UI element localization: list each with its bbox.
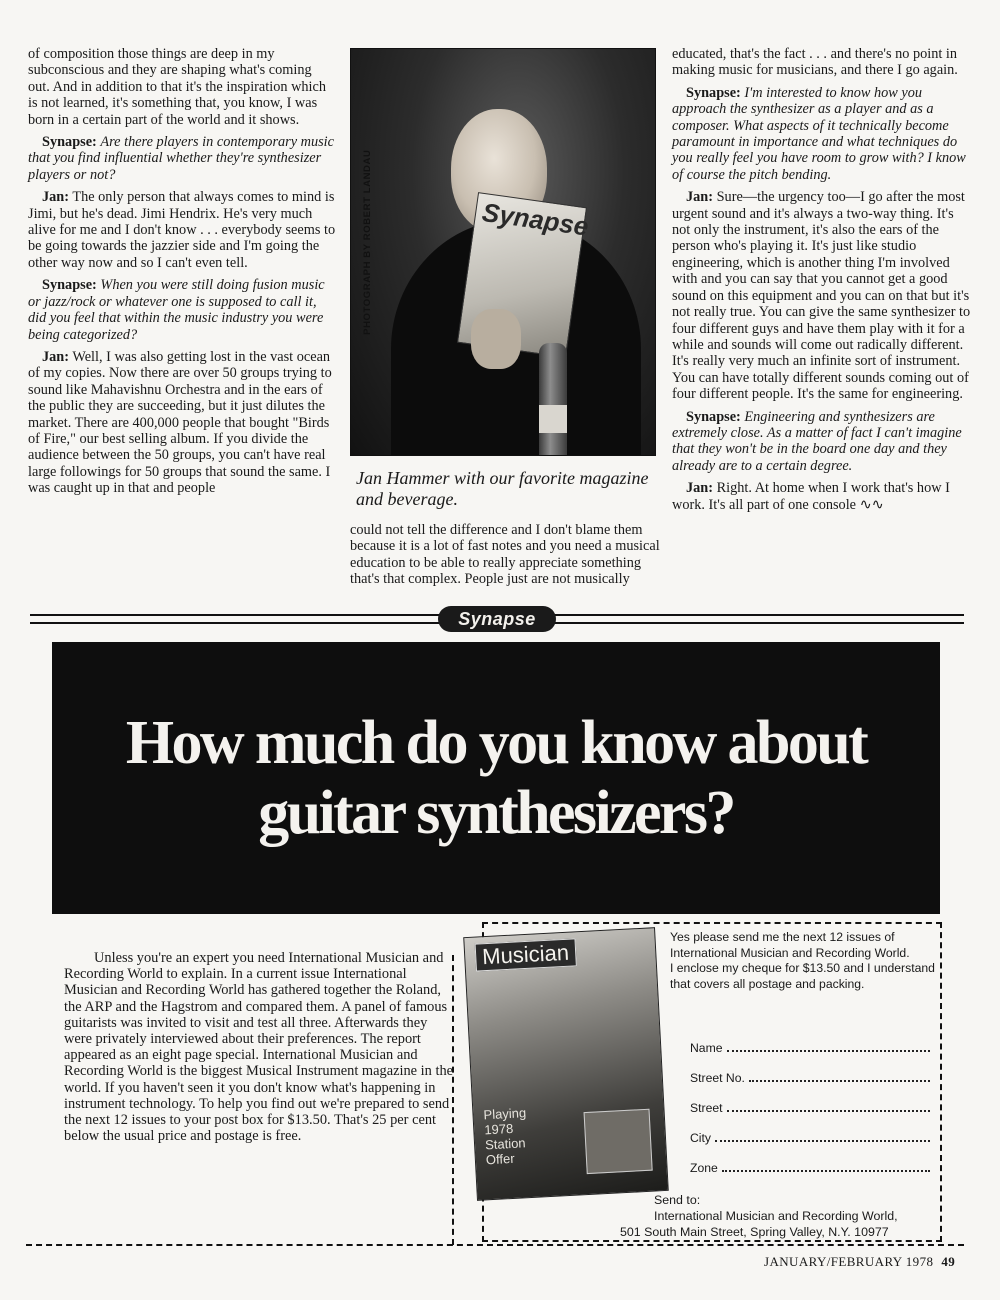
street-field-line[interactable] — [727, 1100, 930, 1112]
question-text: When you were still doing fusion music or jazz/rock or whatever one is supposed to call it, did you feel that within the music industry you were being categorized? — [28, 277, 325, 343]
article-column-2 — [350, 48, 660, 594]
speaker-label: Jan: — [42, 189, 70, 206]
interview-answer — [672, 189, 972, 402]
synapse-logo — [438, 606, 556, 632]
name-field[interactable] — [690, 1040, 930, 1055]
offer-line-2: I enclose my cheque for $13.50 and I understand that covers all postage and packing. — [670, 961, 935, 991]
street-no-field-label: Street No. — [690, 1071, 745, 1085]
logo-text: Synapse — [458, 608, 536, 629]
city-field-label: City — [690, 1131, 711, 1145]
send-to-address — [620, 1192, 950, 1240]
interview-question — [672, 409, 972, 475]
answer-text: The only person that always comes to mind is Jimi, but he's dead. Jimi Hendrix. He's very much alive for me and I don't know . . . everybody seems to be going towards the jazzier side and I'm going the other way now and so I can't even tell. — [28, 189, 336, 271]
answer-text: Sure—the urgency too—I go after the most urgent sound and it's always a two-way thing. It's not only the instrument, it's also the ears of the person who's playing it. It's just like studio engineering, which is another thing I'm involved with and you can say that you cannot get a good sound on this equipment and you can on that but it's not really true. You can give the same synthesizer to four different guys and have them play with it for a while and sounds will come out radically different. It's really very much an infinite sort of instrument. You can have totally different sounds coming out of four different people. It's the same for engineering. — [672, 189, 971, 403]
name-field-line[interactable] — [727, 1040, 930, 1052]
issue-date: JANUARY/FEBRUARY 1978 — [764, 1254, 934, 1269]
speaker-label: Synapse: — [686, 84, 741, 101]
zone-field[interactable] — [690, 1160, 930, 1175]
article-column-1 — [28, 46, 336, 503]
photo-hand — [471, 309, 521, 369]
speaker-label: Synapse: — [42, 134, 97, 151]
interview-answer — [28, 189, 336, 271]
page-footer — [764, 1254, 955, 1270]
magazine-cover-title: Musician — [475, 938, 577, 971]
street-field[interactable] — [690, 1100, 930, 1115]
end-mark-icon: ∿∿ — [856, 496, 884, 513]
interview-question — [672, 85, 972, 183]
ad-headline-line-2: guitar synthesizers? — [258, 779, 734, 847]
city-field[interactable] — [690, 1130, 930, 1145]
offer-line-1: Yes please send me the next 12 issues of International Musician and Recording World. — [670, 930, 910, 960]
paragraph: of composition those things are deep in my subconscious and they are shaping what's coming out. And in addition to that it's the inspiration which is not learned, it's something that, you know, I was born in a certain part of the world and it shows. — [28, 46, 327, 128]
ad-body-text: Unless you're an expert you need International Musician and Recording World to explain. In a current issue International Musician and Recording World has gathered together the Roland, the ARP and the Hagstrom and compared them. A panel of famous guitarists was invited to visit and test all three. Afterwards they were privately interviewed about their preferences. The report appeared as an eight page special. International Musician and Recording World is the biggest Musical Instrument magazine in the world. If you haven't seen it you don't know what's happening in instrument technology. To help you find out we're prepared to send the next 12 issues to your post box for $13.50. That's 25 per cent below the usual price and postage is free. — [64, 950, 454, 1145]
speaker-label: Synapse: — [42, 277, 97, 294]
paragraph: could not tell the difference and I don't blame them because it is a lot of fast notes and you need a musical education to be able to really appreciate something that's that complex. People just are not musically — [350, 522, 660, 588]
speaker-label: Jan: — [42, 348, 70, 365]
interview-question — [28, 277, 336, 343]
speaker-label: Jan: — [686, 480, 714, 497]
name-field-label: Name — [690, 1041, 723, 1055]
speaker-label: Jan: — [686, 189, 714, 206]
page-number: 49 — [941, 1254, 956, 1269]
article-column-3 — [672, 46, 972, 519]
coupon-offer — [668, 930, 938, 992]
photo-credit: PHOTOGRAPH BY ROBERT LANDAU — [361, 149, 373, 335]
paragraph: educated, that's the fact . . . and there's no point in making music for musicians, and there I go again. — [672, 46, 958, 79]
street-no-field-line[interactable] — [749, 1070, 930, 1082]
magazine-cover-lines: Playing 1978 Station Offer — [483, 1105, 527, 1168]
send-to-label: Send to: — [654, 1193, 701, 1207]
ad-headline-banner — [52, 642, 940, 914]
photo-caption: Jan Hammer with our favorite magazine and beverage. — [356, 468, 649, 509]
question-text: Are there players in contemporary music that you find influential whether they're synthesizer players or not? — [28, 134, 335, 183]
street-field-label: Street — [690, 1101, 723, 1115]
interview-question — [28, 134, 336, 183]
photo-magazine-title: Synapse — [480, 197, 591, 242]
interview-answer — [28, 349, 336, 497]
photo-bottle-label — [539, 405, 567, 433]
question-text: I'm interested to know how you approach the synthesizer as a player and as a composer. What aspects of it technically become paramount in importance and what techniques do you really feel you have room to grow with? I know of course the pitch bending. — [672, 84, 966, 183]
city-field-line[interactable] — [715, 1130, 930, 1142]
speaker-label: Synapse: — [686, 408, 741, 425]
interview-photo — [350, 48, 656, 456]
bottom-divider — [26, 1244, 964, 1246]
magazine-cover-inset — [584, 1109, 653, 1174]
street-no-field[interactable] — [690, 1070, 930, 1085]
answer-text: Well, I was also getting lost in the vast ocean of my copies. Now there are over 50 groups trying to sound like Mahavishnu Orchestra and in the ears of the public they are succeeding, but it just dilutes the market. There are 400,000 people that bought "Birds of Fire," our best selling album. If you divide the audience between the 50 groups, you can't have real large followings for 50 groups that sound the same. I was caught up in that and people — [28, 348, 332, 497]
photo-bottle — [539, 343, 567, 456]
ad-headline — [126, 708, 866, 848]
ad-headline-line-1: How much do you know about — [125, 709, 867, 777]
magazine-cover-image — [463, 927, 669, 1201]
interview-answer — [672, 480, 972, 513]
zone-field-line[interactable] — [722, 1160, 930, 1172]
send-to-line-2: 501 South Main Street, Spring Valley, N.Y. 10977 — [620, 1225, 889, 1239]
question-text: Engineering and synthesizers are extremely close. As a matter of fact I can't imagine that they won't be in the board one day and they already are to a certain degree. — [672, 408, 962, 474]
answer-text: Right. At home when I work that's how I work. It's all part of one console — [672, 480, 950, 513]
send-to-line-1: International Musician and Recording World, — [654, 1209, 898, 1223]
zone-field-label: Zone — [690, 1161, 718, 1175]
